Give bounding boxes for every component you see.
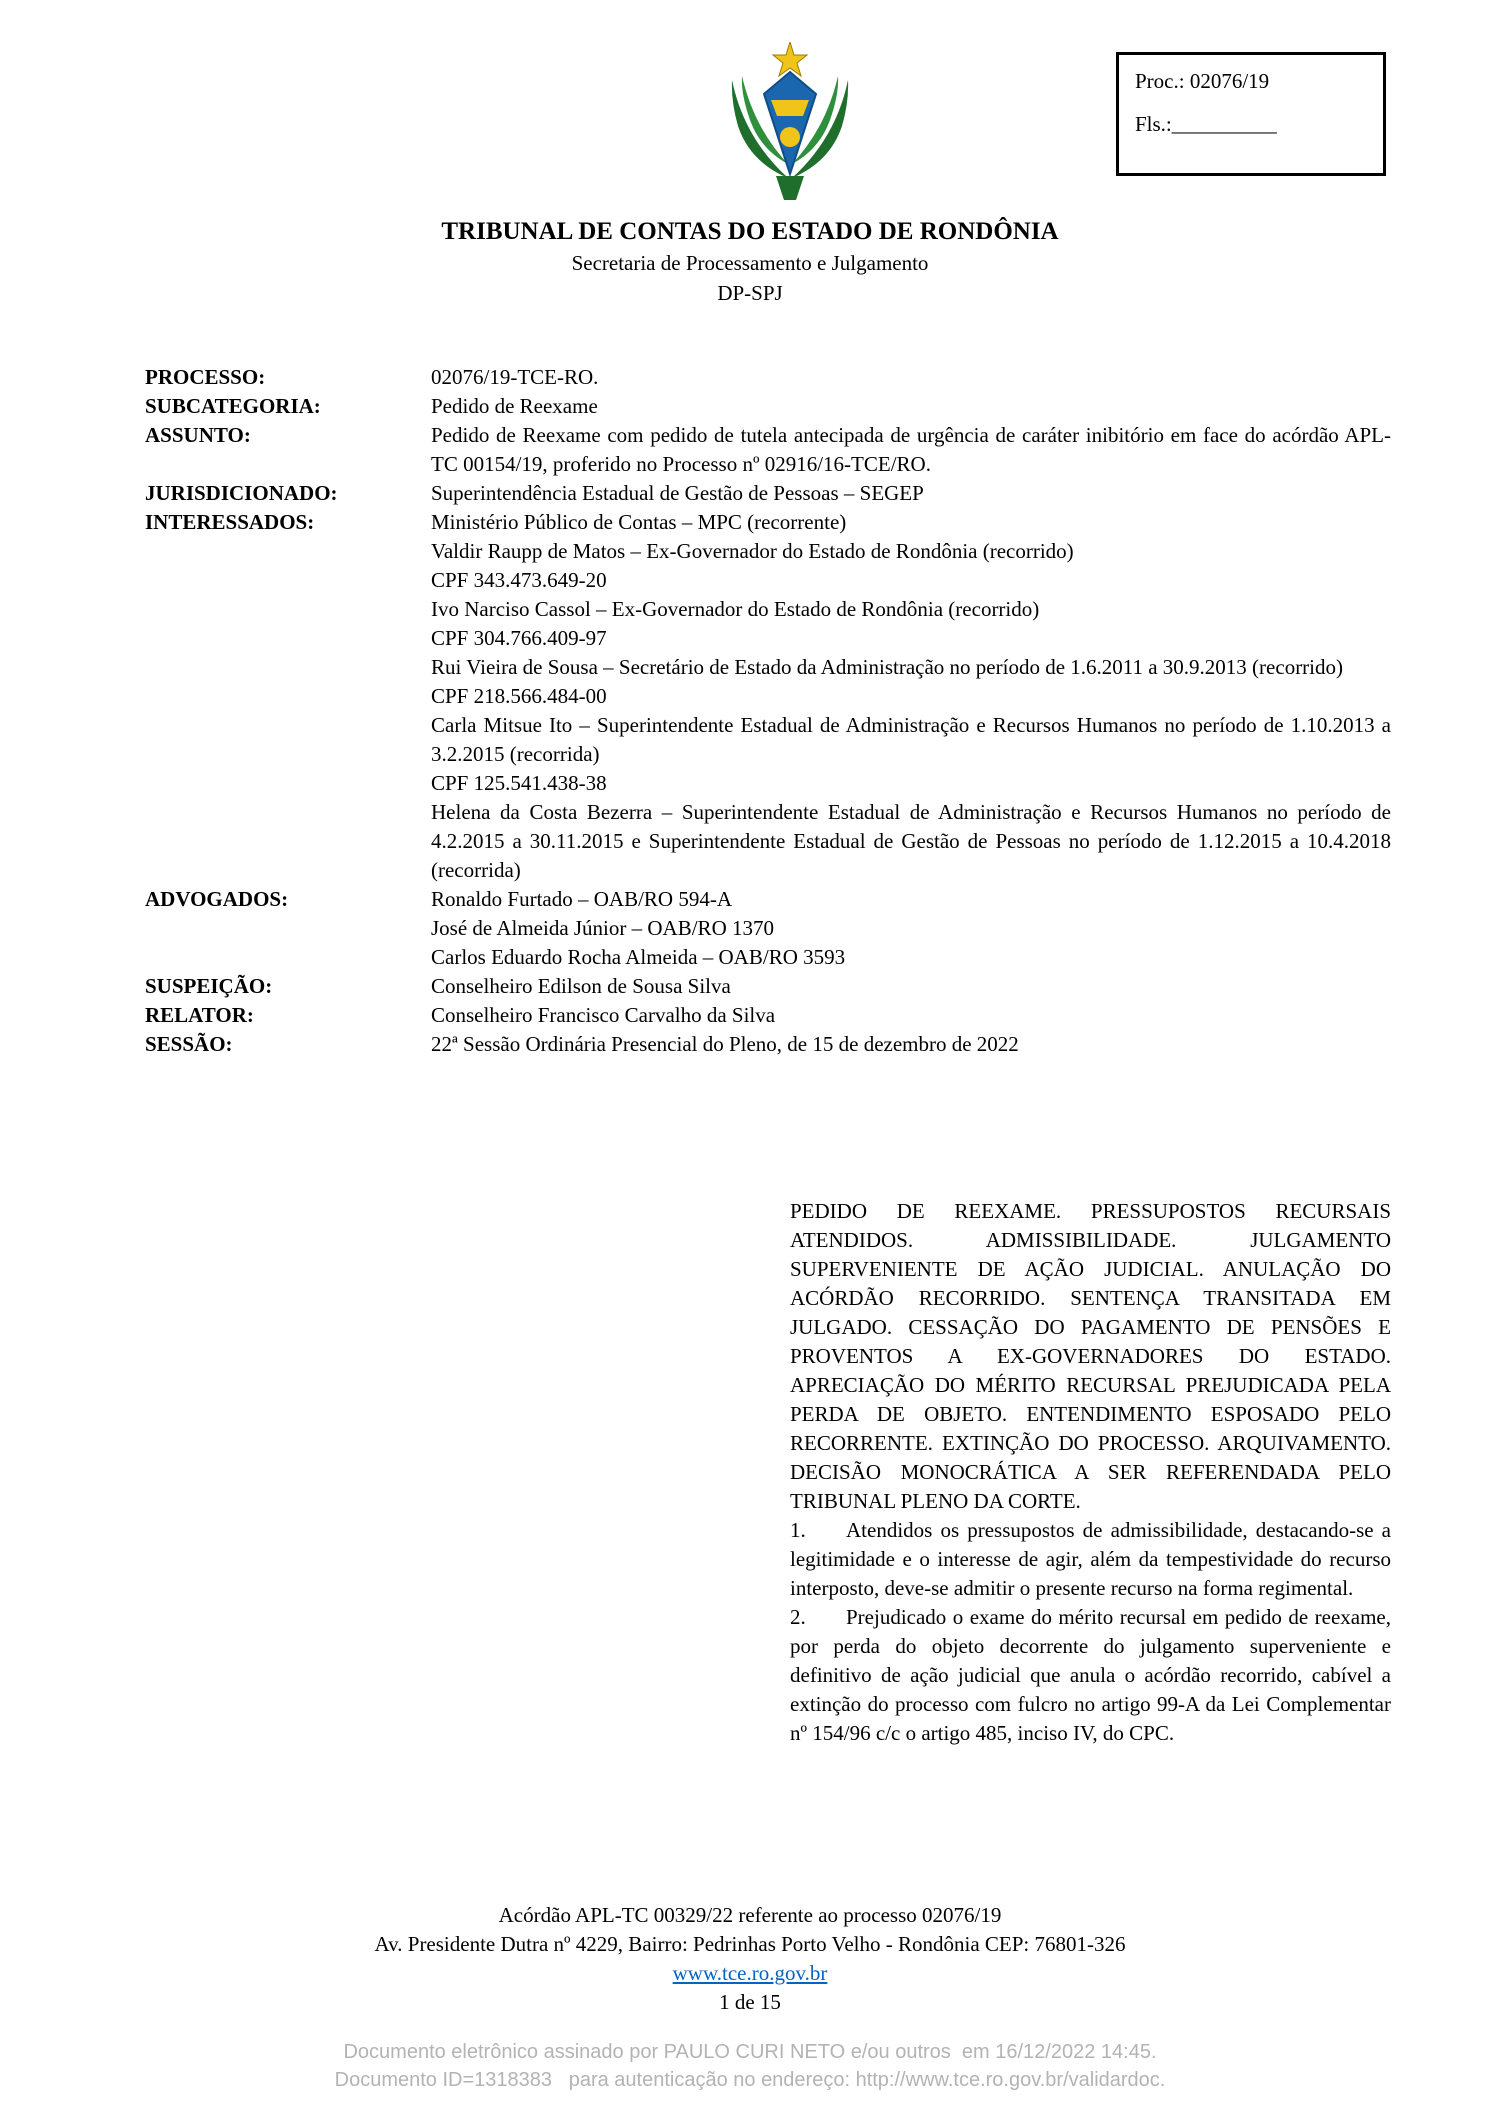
field-value-suspeicao <box>431 972 1391 1001</box>
field-value-line: CPF 343.473.649-20 <box>431 568 607 592</box>
fls-line: Fls.:__________ <box>1135 112 1277 136</box>
field-row-subcategoria <box>145 392 1391 421</box>
ementa-headnote: PEDIDO DE REEXAME. PRESSUPOSTOS RECURSAIS ATENDIDOS. ADMISSIBILIDADE. JULGAMENTO SUPERVENIENTE DE AÇÃO JUDICIAL. ANULAÇÃO DO ACÓRDÃO RECORRIDO. SENTENÇA TRANSITADA EM JULGADO. CESSAÇÃO DO PAGAMENTO DE PENSÕES E PROVENTOS A EX-GOVERNADORES DO ESTADO. APRECIAÇÃO DO MÉRITO RECURSAL PREJUDICADA PELA PERDA DE OBJETO. ENTENDIMENTO ESPOSADO PELO RECORRENTE. EXTINÇÃO DO PROCESSO. ARQUIVAMENTO. DECISÃO MONOCRÁTICA A SER REFERENDADA PELO TRIBUNAL PLENO DA CORTE. <box>790 1199 1391 1513</box>
field-label-advogados: ADVOGADOS: <box>145 887 289 911</box>
page-footer <box>0 1901 1500 2017</box>
field-value-line: Conselheiro Edilson de Sousa Silva <box>431 974 731 998</box>
field-value-line: Carla Mitsue Ito – Superintendente Estadual de Administração e Recursos Humanos no período de 1.10.2013 a 3.2.2015 (recorrida) <box>431 713 1391 766</box>
field-row-jurisdicionado <box>145 479 1391 508</box>
field-value-line: Valdir Raupp de Matos – Ex-Governador do Estado de Rondônia (recorrido) <box>431 539 1074 563</box>
field-row-assunto <box>145 421 1391 479</box>
field-row-advogados <box>145 885 1391 972</box>
field-value-jurisdicionado <box>431 479 1391 508</box>
ementa-item-1-number: 1. <box>790 1518 806 1542</box>
field-value-line: Pedido de Reexame <box>431 394 598 418</box>
ementa-item-2 <box>790 1603 1391 1748</box>
field-value-line: 22ª Sessão Ordinária Presencial do Pleno, de 15 de dezembro de 2022 <box>431 1032 1019 1056</box>
field-value-relator <box>431 1001 1391 1030</box>
case-header-fields <box>145 363 1391 1059</box>
footer-website-link[interactable]: www.tce.ro.gov.br <box>672 1961 828 1985</box>
field-value-line: CPF 218.566.484-00 <box>431 684 607 708</box>
field-label-suspeicao: SUSPEIÇÃO: <box>145 974 273 998</box>
signature-watermark <box>0 2038 1500 2094</box>
watermark-line-2: Documento ID=1318383 para autenticação no endereço: http://www.tce.ro.gov.br/validardoc. <box>334 2069 1166 2091</box>
field-value-line: Conselheiro Francisco Carvalho da Silva <box>431 1003 776 1027</box>
field-label-interessados: INTERESSADOS: <box>145 510 315 534</box>
institution-title: TRIBUNAL DE CONTAS DO ESTADO DE RONDÔNIA <box>441 218 1059 245</box>
field-value-line: Ministério Público de Contas – MPC (recorrente) <box>431 510 847 534</box>
field-value-interessados <box>431 508 1391 885</box>
field-value-line: Superintendência Estadual de Gestão de Pessoas – SEGEP <box>431 481 924 505</box>
field-value-line: Ronaldo Furtado – OAB/RO 594-A <box>431 887 732 911</box>
department-code: DP-SPJ <box>717 281 783 305</box>
field-label-relator: RELATOR: <box>145 1003 254 1027</box>
footer-page-number: 1 de 15 <box>719 1990 781 2014</box>
document-header <box>0 216 1500 308</box>
rondonia-coat-of-arms-icon <box>724 42 856 204</box>
field-label-assunto: ASSUNTO: <box>145 423 251 447</box>
field-value-line: CPF 304.766.409-97 <box>431 626 607 650</box>
field-row-processo <box>145 363 1391 392</box>
field-row-suspeicao <box>145 972 1391 1001</box>
field-label-subcategoria: SUBCATEGORIA: <box>145 394 321 418</box>
field-value-line: CPF 125.541.438-38 <box>431 771 607 795</box>
field-value-subcategoria <box>431 392 1391 421</box>
field-value-sessao <box>431 1030 1391 1059</box>
field-value-line: Rui Vieira de Sousa – Secretário de Estado da Administração no período de 1.6.2011 a 30.9.2013 (recorrido) <box>431 655 1344 679</box>
institution-subtitle: Secretaria de Processamento e Julgamento <box>571 251 929 275</box>
process-stamp-box <box>1116 52 1386 176</box>
ementa-item-1 <box>790 1516 1391 1603</box>
field-row-relator <box>145 1001 1391 1030</box>
footer-website-row <box>0 1959 1500 1988</box>
ementa-item-2-number: 2. <box>790 1605 806 1629</box>
ementa-item-1-text: Atendidos os pressupostos de admissibilidade, destacando-se a legitimidade e o interesse de agir, além da tempestividade do recurso interposto, deve-se admitir o presente recurso na forma regimental. <box>790 1518 1391 1600</box>
proc-number: Proc.: 02076/19 <box>1135 69 1270 93</box>
field-value-line: Pedido de Reexame com pedido de tutela antecipada de urgência de caráter inibitório em face do acórdão APL-TC 00154/19, proferido no Processo nº 02916/16-TCE/RO. <box>431 423 1391 476</box>
field-label-sessao: SESSÃO: <box>145 1032 233 1056</box>
field-value-line: Helena da Costa Bezerra – Superintendente Estadual de Administração e Recursos Humanos no período de 4.2.2015 a 30.11.2015 e Superintendente Estadual de Gestão de Pessoas no período de 1.12.2015 a 10.4.2018 (recorrida) <box>431 800 1391 882</box>
watermark-line-1: Documento eletrônico assinado por PAULO CURI NETO e/ou outros em 16/12/2022 14:45. <box>343 2041 1157 2063</box>
field-label-jurisdicionado: JURISDICIONADO: <box>145 481 338 505</box>
coat-of-arms-logo <box>724 42 856 204</box>
field-value-assunto <box>431 421 1391 479</box>
field-value-line: Carlos Eduardo Rocha Almeida – OAB/RO 3593 <box>431 945 846 969</box>
field-value-line: José de Almeida Júnior – OAB/RO 1370 <box>431 916 774 940</box>
field-value-advogados <box>431 885 1391 972</box>
field-row-sessao <box>145 1030 1391 1059</box>
footer-reference: Acórdão APL-TC 00329/22 referente ao processo 02076/19 <box>498 1903 1002 1927</box>
field-row-interessados <box>145 508 1391 885</box>
field-value-processo <box>431 363 1391 392</box>
field-label-processo: PROCESSO: <box>145 365 266 389</box>
field-value-line: Ivo Narciso Cassol – Ex-Governador do Estado de Rondônia (recorrido) <box>431 597 1040 621</box>
footer-address: Av. Presidente Dutra nº 4229, Bairro: Pedrinhas Porto Velho - Rondônia CEP: 76801-326 <box>374 1932 1126 1956</box>
ementa-item-2-text: Prejudicado o exame do mérito recursal em pedido de reexame, por perda do objeto decorrente do julgamento superveniente e definitivo de ação judicial que anula o acórdão recorrido, cabível a extinção do processo com fulcro no artigo 99-A da Lei Complementar nº 154/96 c/c o artigo 485, inciso IV, do CPC. <box>790 1605 1391 1745</box>
field-value-line: 02076/19-TCE-RO. <box>431 365 599 389</box>
ementa-block <box>790 1197 1391 1748</box>
